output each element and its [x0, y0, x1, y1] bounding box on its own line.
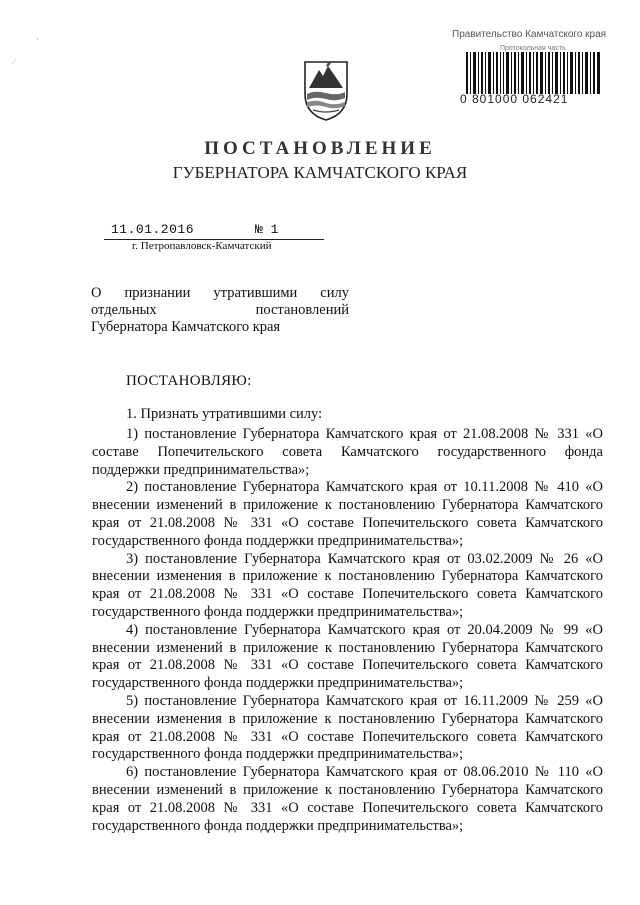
decree-word: ПОСТАНОВЛЯЮ:: [126, 373, 252, 389]
body-line: государственного фонда поддержки предпринимательства»;: [92, 604, 464, 620]
body-line: внесении изменения в приложение к постановлению Губернатора Камчатского: [92, 568, 603, 584]
document-subtitle: ГУБЕРНАТОРА КАМЧАТСКОГО КРАЯ: [172, 163, 468, 182]
subject-line: отдельных постановлений: [91, 302, 349, 318]
body-line: внесении изменения в приложение к постановлению Губернатора Камчатского: [92, 711, 603, 727]
document-number: № 1: [255, 222, 279, 237]
scan-artifact: ·: [36, 34, 39, 44]
stamp-part-text: Протокольная часть: [500, 45, 566, 52]
body-line: составе Попечительского совета Камчатского государственного фонда: [92, 444, 603, 460]
body-line: государственного фонда поддержки предпринимательства»;: [92, 675, 464, 691]
body-line: государственного фонда поддержки предпринимательства»;: [92, 818, 464, 834]
body-line: края от 21.08.2008 № 331 «О составе Попечительского совета Камчатского: [92, 515, 603, 531]
scan-artifact: ·′: [11, 58, 16, 68]
body-line: края от 21.08.2008 № 331 «О составе Попечительского совета Камчатского: [92, 657, 603, 673]
body-line: 4) постановление Губернатора Камчатского края от 20.04.2009 № 99 «О: [126, 622, 603, 638]
body-line: края от 21.08.2008 № 331 «О составе Попечительского совета Камчатского: [92, 800, 603, 816]
body-line: края от 21.08.2008 № 331 «О составе Попечительского совета Камчатского: [92, 729, 603, 745]
body-line: государственного фонда поддержки предпринимательства»;: [92, 533, 464, 549]
stamp-office-text: Правительство Камчатского края: [452, 29, 607, 40]
kamchatka-coat-of-arms-icon: [301, 58, 351, 122]
body-line: 1) постановление Губернатора Камчатского края от 21.08.2008 № 331 «О: [126, 426, 603, 442]
body-line: 1. Признать утратившими силу:: [126, 406, 323, 422]
body-line: 3) постановление Губернатора Камчатского края от 03.02.2009 № 26 «О: [126, 551, 603, 567]
body-line: внесении изменений в приложение к постановлению Губернатора Камчатского: [92, 640, 603, 656]
barcode-number: 0 801000 062421: [460, 92, 569, 106]
subject-line: О признании утратившими силу: [91, 285, 349, 301]
body-line: 5) постановление Губернатора Камчатского края от 16.11.2009 № 259 «О: [126, 693, 603, 709]
document-city: г. Петропавловск-Камчатский: [132, 240, 272, 252]
body-line: края от 21.08.2008 № 331 «О составе Попечительского совета Камчатского: [92, 586, 603, 602]
document-date: 11.01.2016: [111, 222, 195, 237]
barcode-icon: [466, 52, 600, 94]
body-line: внесении изменений в приложение к постановлению Губернатора Камчатского: [92, 497, 603, 513]
body-line: поддержки предпринимательства»;: [92, 462, 310, 478]
body-line: государственного фонда поддержки предпринимательства»;: [92, 746, 464, 762]
subject-line: Губернатора Камчатского края: [91, 319, 281, 335]
body-line: 2) постановление Губернатора Камчатского края от 10.11.2008 № 410 «О: [126, 479, 603, 495]
document-title: ПОСТАНОВЛЕНИЕ: [204, 138, 436, 159]
body-line: внесении изменений в приложение к постановлению Губернатора Камчатского: [92, 782, 603, 798]
body-line: 6) постановление Губернатора Камчатского края от 08.06.2010 № 110 «О: [126, 764, 603, 780]
document-subject: [91, 285, 349, 336]
